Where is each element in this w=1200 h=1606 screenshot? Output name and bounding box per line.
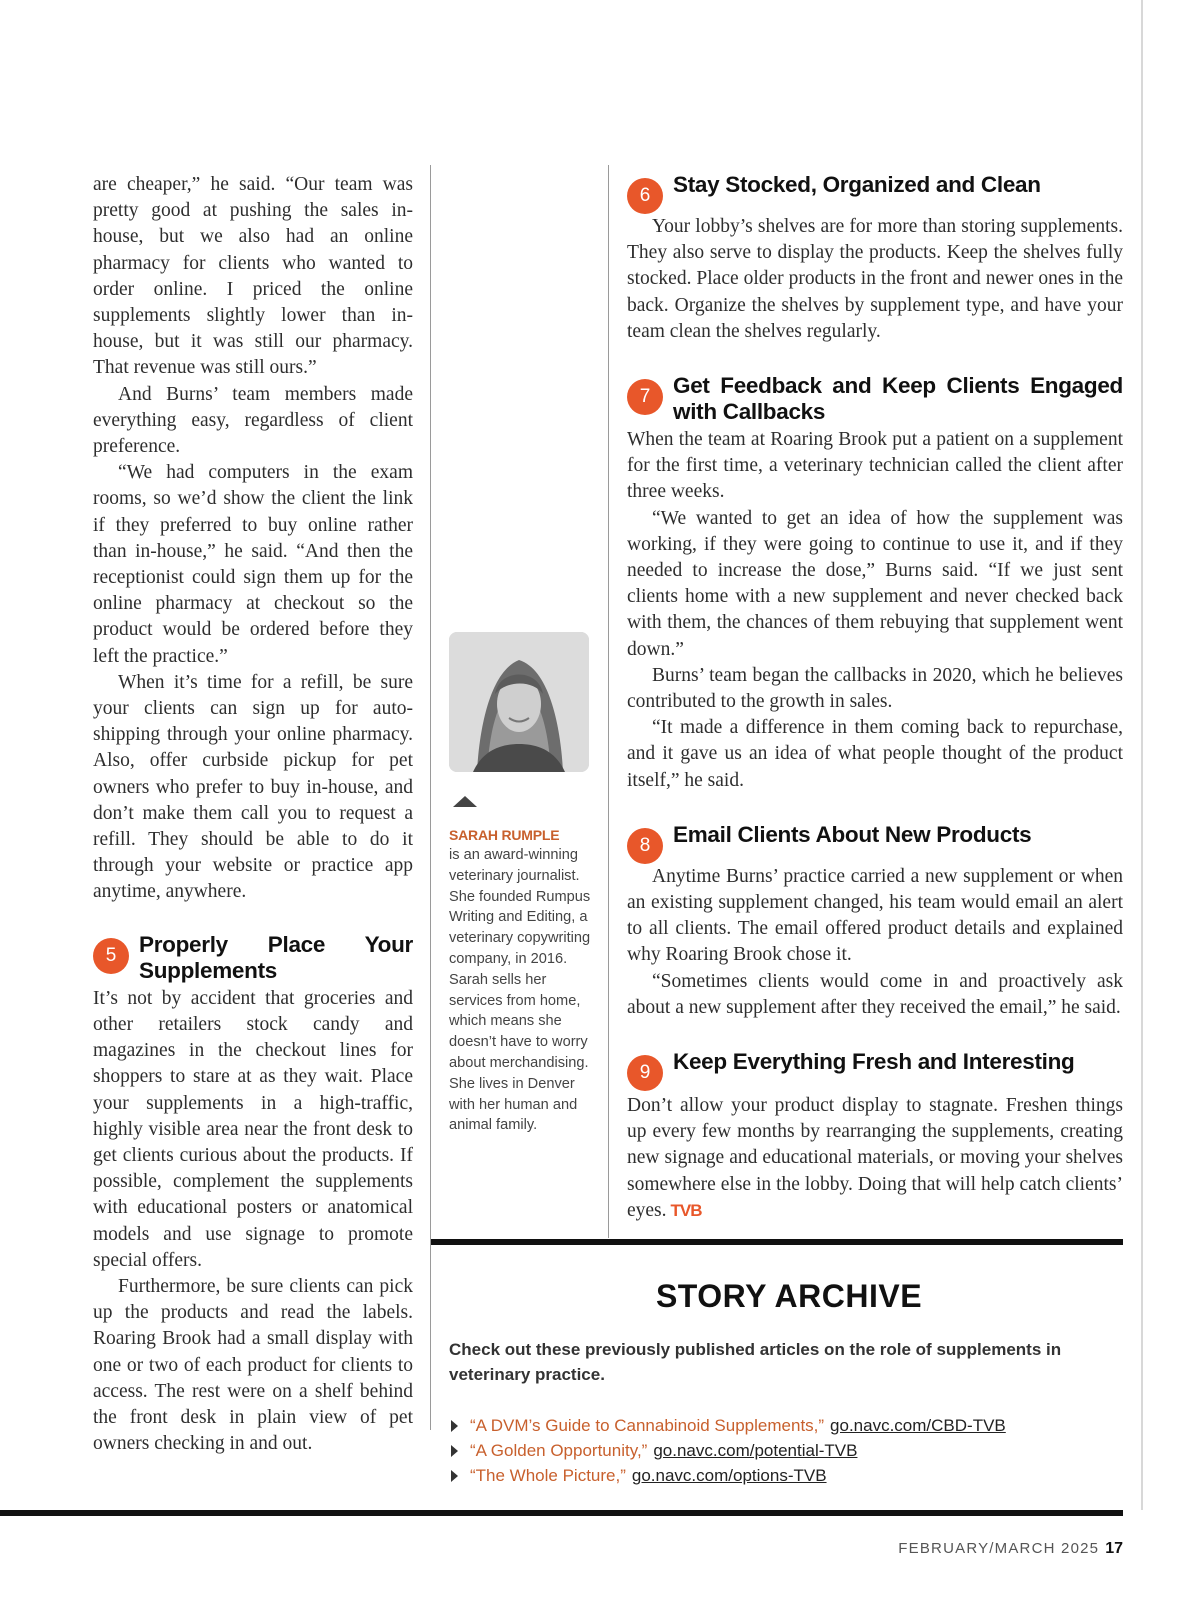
section-title: Properly Place Your Supplements	[139, 931, 413, 983]
body-paragraph: Your lobby’s shelves are for more than storing supplements. They also serve to display the products. Keep the shelves fully stocked. Place older products in the front and newer ones in the back. Organize the shelves by supplement type, and have your team clean the shelves regularly.	[627, 216, 1123, 342]
author-sidebar	[449, 632, 591, 1136]
archive-link-url[interactable]: go.navc.com/potential-TVB	[653, 1441, 858, 1460]
archive-link-url[interactable]: go.navc.com/CBD-TVB	[830, 1416, 1006, 1435]
archive-link-list	[449, 1413, 1109, 1488]
author-bio: is an award-winning veterinary journalist. She founded Rumpus Writing and Editing, a veterinary copywriting company, in 2016. Sarah sells her services from home, which means she doesn’t have to worry about merchandising. She lives in Denver with her human and animal family.	[449, 847, 591, 1134]
author-portrait-image	[449, 632, 589, 772]
triangle-bullet-icon	[451, 1445, 458, 1457]
column-divider-right	[608, 165, 609, 1238]
body-paragraph: “We had computers in the exam rooms, so we’d show the client the link if they preferred to buy online rather than in-house,” he said. “And then the receptionist could sign them up for the online pharmacy at checkout so the product would be ordered before they left the practice.”	[93, 462, 413, 667]
caret-up-icon	[453, 796, 477, 807]
closing-paragraph: Don’t allow your product display to stagnate. Freshen things up every few months by rearranging the supplements, creating new signage and educational materials, or moving your shelves somewhere else in the lobby. Doing that will help catch clients’ eyes.	[627, 1095, 1123, 1221]
archive-link-title: “A Golden Opportunity,”	[470, 1441, 648, 1460]
body-paragraph	[627, 1093, 1123, 1224]
author-photo	[449, 632, 589, 772]
body-paragraph: “We wanted to get an idea of how the supplement was working, if they were going to continue to use it, and if they needed to increase the dose,” Burns said. “If we just sent clients home with a new supplement and never checked back with them, the chances of them rebuying that supplement went down.”	[627, 507, 1123, 660]
archive-link-title: “The Whole Picture,”	[470, 1466, 626, 1485]
archive-link-item	[449, 1413, 1109, 1438]
section-title: Email Clients About New Products	[673, 821, 1032, 847]
author-name: SARAH RUMPLE	[449, 827, 560, 843]
triangle-bullet-icon	[451, 1470, 458, 1482]
section-number-badge: 8	[627, 828, 663, 864]
page-number: 17	[1105, 1540, 1123, 1557]
triangle-bullet-icon	[451, 1420, 458, 1432]
body-paragraph: “It made a difference in them coming back to repurchase, and it gave us an idea of what people thought of the product itself,” he said.	[627, 717, 1123, 791]
story-archive	[449, 1278, 1109, 1488]
section-9-heading	[627, 1049, 1123, 1091]
archive-link-item	[449, 1438, 1109, 1463]
left-column	[93, 172, 413, 1457]
body-paragraph: are cheaper,” he said. “Our team was pretty good at pushing the sales in-house, but we also had an online pharmacy for clients who wanted to order online. I priced the online supplements slightly lower than in-house, but it was still our pharmacy. That revenue was still ours.”	[93, 174, 413, 379]
section-7-heading	[627, 373, 1123, 425]
body-paragraph: When the team at Roaring Brook put a patient on a supplement for the first time, a veterinary technician called the client after three weeks.	[627, 429, 1123, 503]
body-paragraph: Furthermore, be sure clients can pick up the products and read the labels. Roaring Brook had a small display with one or two of each product for clients to access. The rest were on a shelf behind the front desk in plain view of pet owners checking in and out.	[93, 1275, 413, 1455]
issue-date: FEBRUARY/MARCH 2025	[898, 1540, 1100, 1557]
section-title: Keep Everything Fresh and Interesting	[673, 1049, 1075, 1075]
body-paragraph: Burns’ team began the callbacks in 2020, which he believes contributed to the growth in sales.	[627, 664, 1123, 713]
section-title: Stay Stocked, Organized and Clean	[673, 172, 1041, 197]
section-number-badge: 5	[93, 938, 129, 974]
archive-link-url[interactable]: go.navc.com/options-TVB	[631, 1466, 827, 1485]
section-6-heading	[627, 172, 1123, 214]
right-column	[627, 172, 1123, 1224]
page-footer	[898, 1540, 1123, 1558]
page-edge-line	[1141, 0, 1143, 1510]
archive-top-rule	[431, 1239, 1123, 1245]
archive-link-item	[449, 1463, 1109, 1488]
tvb-end-logo: TVB	[670, 1200, 702, 1220]
section-title: Get Feedback and Keep Clients Engaged with Callbacks	[673, 373, 1123, 425]
body-paragraph: Anytime Burns’ practice carried a new supplement or when an existing supplement changed, his team would email an alert to all clients. The email offered product details and explained why Roaring Brook chose it.	[627, 865, 1123, 966]
archive-link-title: “A DVM’s Guide to Cannabinoid Supplements,”	[470, 1416, 825, 1435]
body-paragraph: And Burns’ team members made everything easy, regardless of client preference.	[93, 383, 413, 458]
archive-intro: Check out these previously published articles on the role of supplements in veterinary practice.	[449, 1340, 1062, 1384]
footer-rule	[0, 1510, 1123, 1516]
section-number-badge: 6	[627, 178, 663, 214]
section-number-badge: 7	[627, 379, 663, 415]
section-number-badge: 9	[627, 1055, 663, 1091]
archive-title: STORY ARCHIVE	[655, 1278, 923, 1314]
body-paragraph: “Sometimes clients would come in and proactively ask about a new supplement after they received the email,” he said.	[627, 970, 1123, 1018]
section-8-heading	[627, 822, 1123, 864]
body-paragraph: It’s not by accident that groceries and other retailers stock candy and magazines in the checkout lines for shoppers to stare at as they wait. Place your supplements in a high-traffic, highly visible area near the front desk to get clients curious about the products. If possible, complement the supplements with educational posters or anatomical models and use signage to promote special offers.	[93, 987, 413, 1271]
body-paragraph: When it’s time for a refill, be sure your clients can sign up for auto-shipping through your online pharmacy. Also, offer curbside pickup for pet owners who prefer to buy in-house, and don’t make them call you to request a refill. They should be able to do it through your website or practice app anytime, anywhere.	[93, 671, 413, 903]
section-5-heading	[93, 932, 413, 984]
